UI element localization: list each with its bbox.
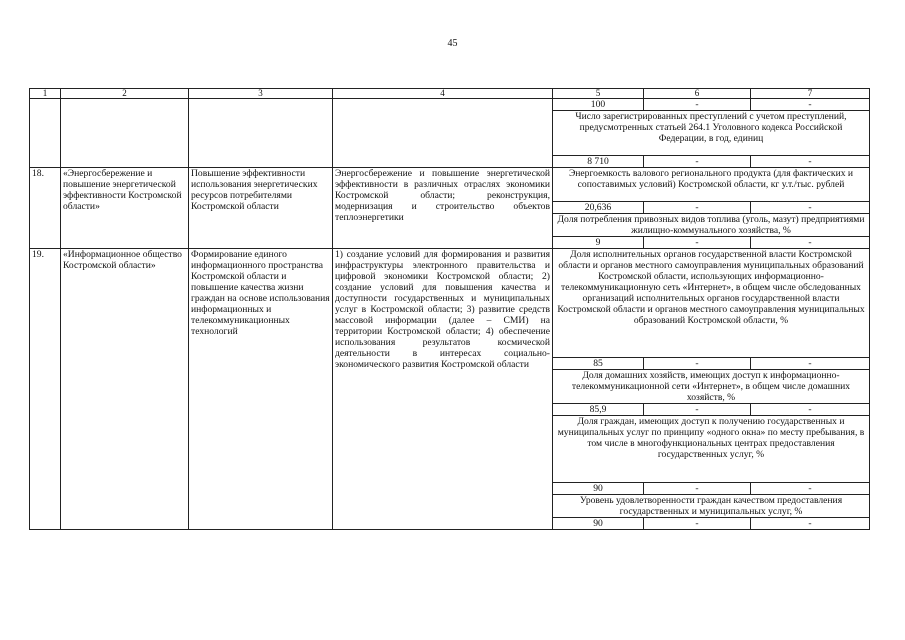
header-cell: 3	[189, 89, 333, 99]
value-cell: -	[644, 202, 751, 214]
header-cell: 1	[30, 89, 61, 99]
value-cell: -	[751, 202, 870, 214]
value-cell: -	[751, 358, 870, 370]
indicator-text: Доля потребления привозных видов топлива (уголь, мазут) предприятиями жилищно-коммунального хозяйства, %	[553, 214, 870, 237]
header-cell: 4	[333, 89, 553, 99]
value-cell: -	[751, 237, 870, 249]
indicator-text: Доля исполнительных органов государственной власти Костромской области и органов местного самоуправления муниципальных образований Костромской области, использующих информационно-телекоммуникационную сеть «Интернет», в общем числе обследованных организаций исполнительных органов государственной власти Костромской области и органов местного самоуправления муниципальных образований Костромской области, %	[553, 249, 870, 358]
table-row	[30, 168, 870, 202]
value-cell: -	[751, 99, 870, 111]
value-cell: 90	[553, 483, 644, 495]
programs-table	[29, 88, 870, 530]
value-cell: 85	[553, 358, 644, 370]
row-number: 19.	[30, 249, 61, 530]
table-row	[30, 249, 870, 358]
indicator-text: Число зарегистрированных преступлений с учетом преступлений, предусмотренных статьей 264.1 Уголовного кодекса Российской Федерации, в год, единиц	[553, 111, 870, 156]
value-cell: -	[751, 518, 870, 530]
program-name: «Информационное общество Костромской области»	[61, 249, 189, 530]
value-cell: -	[751, 156, 870, 168]
value-cell: -	[751, 404, 870, 416]
header-cell: 2	[61, 89, 189, 99]
value-cell: -	[644, 237, 751, 249]
header-cell: 6	[644, 89, 751, 99]
indicator-text: Уровень удовлетворенности граждан качеством предоставления государственных и муниципальных услуг, %	[553, 495, 870, 518]
program-goal: Повышение эффективности использования энергетических ресурсов потребителями Костромской области	[189, 168, 333, 249]
value-cell: 9	[553, 237, 644, 249]
program-tasks: Энергосбережение и повышение энергетической эффективности в различных отраслях экономики Костромской области; реконструкция, модернизация и строительство объектов теплоэнергетики	[333, 168, 553, 249]
program-goal: Формирование единого информационного пространства Костромской области и повышение качества жизни граждан на основе использования информационных и телекоммуникационных технологий	[189, 249, 333, 530]
header-cell: 5	[553, 89, 644, 99]
page-number: 45	[447, 38, 458, 49]
value-cell: -	[644, 99, 751, 111]
indicator-text: Доля граждан, имеющих доступ к получению государственных и муниципальных услуг по принципу «одного окна» по месту пребывания, в том числе в многофункциональных центрах предоставления государственных услуг, %	[553, 416, 870, 483]
value-cell: -	[644, 483, 751, 495]
indicator-text: Доля домашних хозяйств, имеющих доступ к информационно-телекоммуникационной сети «Интернет», в общем числе домашних хозяйств, %	[553, 370, 870, 404]
value-cell: 100	[553, 99, 644, 111]
value-cell: -	[644, 518, 751, 530]
value-cell: -	[751, 483, 870, 495]
program-name: «Энергосбережение и повышение энергетической эффективности Костромской области»	[61, 168, 189, 249]
header-cell: 7	[751, 89, 870, 99]
value-cell: -	[644, 358, 751, 370]
value-cell: 85,9	[553, 404, 644, 416]
indicator-text: Энергоемкость валового регионального продукта (для фактических и сопоставимых условий) Костромской области, кг у.т./тыс. рублей	[553, 168, 870, 202]
value-cell: 8 710	[553, 156, 644, 168]
value-cell: 90	[553, 518, 644, 530]
value-cell: 20,636	[553, 202, 644, 214]
table-header-row	[30, 89, 870, 99]
value-cell: -	[644, 156, 751, 168]
value-cell: -	[644, 404, 751, 416]
program-tasks: 1) создание условий для формирования и развития инфраструктуры электронного правительства и цифровой экономики Костромской области; 2) создание условий для повышения качества и доступности государственных и муниципальных услуг в Костромской области; 3) развитие средств массовой информации (далее – СМИ) на территории Костромской области; 4) обеспечение использования результатов космической деятельности в интересах социально-экономического развития Костромской области	[333, 249, 553, 530]
row-number: 18.	[30, 168, 61, 249]
table-row	[30, 99, 870, 111]
